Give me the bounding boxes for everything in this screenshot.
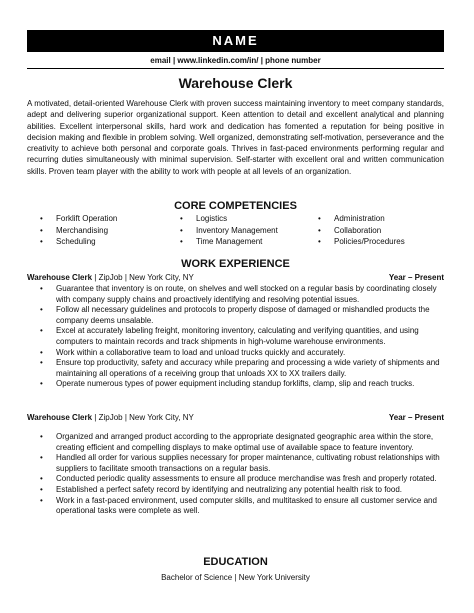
list-item: • Follow all necessary guidelines and protocols to properly dispose of damaged or mishandled products the company deems unsalable. (40, 305, 442, 326)
list-item: • Work in a fast-paced environment, used computer skills, and multitasked to ensure all customer service and operational tasks were complete as well. (40, 496, 442, 517)
job-header (27, 272, 444, 283)
job-dates: Year – Present (388, 413, 444, 422)
education-degree: Bachelor of Science | New York University (161, 573, 310, 582)
list-item: • Operate numerous types of power equipment including standup forklifts, clamp, slip and reach trucks. (40, 379, 442, 390)
list-item: • Work within a collaborative team to load and unload trucks quickly and accurately. (40, 348, 442, 359)
list-item: • Organized and arranged product according to the appropriate designated geographic area within the store, creating efficient and compelling displays to make optimal use of available space to feature inventory. (40, 432, 442, 453)
competency-item: • Scheduling (40, 236, 117, 248)
competencies-heading: CORE COMPETENCIES (174, 200, 297, 212)
education-heading: EDUCATION (203, 556, 268, 568)
competency-item: • Inventory Management (180, 225, 278, 237)
resume-title: Warehouse Clerk (178, 75, 293, 91)
list-item: • Excel at accurately labeling freight, monitoring inventory, calculating and verifying quantities, and using computers to maintain records and track shipments in high-volume warehouse environments. (40, 326, 442, 347)
summary-paragraph: A motivated, detail-oriented Warehouse Clerk with proven success maintaining inventory to meet company standards, adept and delivering superior organizational support. Keen attention to detail and excellent analytical and planning abilities. Excellent interpersonal skills, hard work and dedication has fomented a reputation for being positive in decision making and flexible in problem solving. Well organized, demonstrating self-motivation, perseverance and the creativity to achieve both personal and corporate goals. Thrives in fast-paced environments performing regular and recurring duties simultaneously with minimal supervision. Self-starter with excellent oral and written communication skills. Proven team player with the ability to work with people at all levels of an organization. (27, 99, 444, 176)
competencies-column-1 (40, 213, 117, 248)
header-divider (27, 68, 444, 69)
competency-item: • Logistics (180, 213, 278, 225)
competencies-column-3 (318, 213, 405, 248)
job-title: Warehouse Clerk (27, 413, 93, 422)
competency-item: • Policies/Procedures (318, 236, 405, 248)
list-item: • Ensure top productivity, safety and accuracy while preparing and processing a wide variety of shipments and maintaining all operations of a receiving group that unloads XX to XX trailers daily. (40, 358, 442, 379)
competency-item: • Merchandising (40, 225, 117, 237)
list-item: • Established a perfect safety record by identifying and neutralizing any potential health risk to food. (40, 485, 442, 496)
job-title: Warehouse Clerk (27, 273, 93, 282)
job-dates: Year – Present (388, 273, 444, 282)
list-item: • Conducted periodic quality assessments to ensure all produce merchandise was fresh and properly rotated. (40, 474, 442, 485)
contact-line: email | www.linkedin.com/in/ | phone number (150, 56, 321, 65)
list-item: • Handled all order for various supplies necessary for proper maintenance, cultivating robust relationships with suppliers to facilitate smooth transactions on a regular basis. (40, 453, 442, 474)
job-header (27, 412, 444, 423)
job-company-location: | ZipJob | New York City, NY (92, 413, 194, 422)
competency-item: • Collaboration (318, 225, 405, 237)
job-company-location: | ZipJob | New York City, NY (92, 273, 194, 282)
list-item: • Guarantee that inventory is on route, on shelves and well stocked on a regular basis by coordinating closely with company supply chains and proactively identifying and resolving potential issues. (40, 284, 442, 305)
competency-item: • Time Management (180, 236, 278, 248)
competencies-column-2 (180, 213, 278, 248)
name-banner: NAME (27, 30, 444, 52)
experience-heading: WORK EXPERIENCE (181, 258, 290, 270)
competency-item: • Forklift Operation (40, 213, 117, 225)
job-bullets (40, 432, 442, 517)
job-bullets (40, 284, 442, 390)
competency-item: • Administration (318, 213, 405, 225)
